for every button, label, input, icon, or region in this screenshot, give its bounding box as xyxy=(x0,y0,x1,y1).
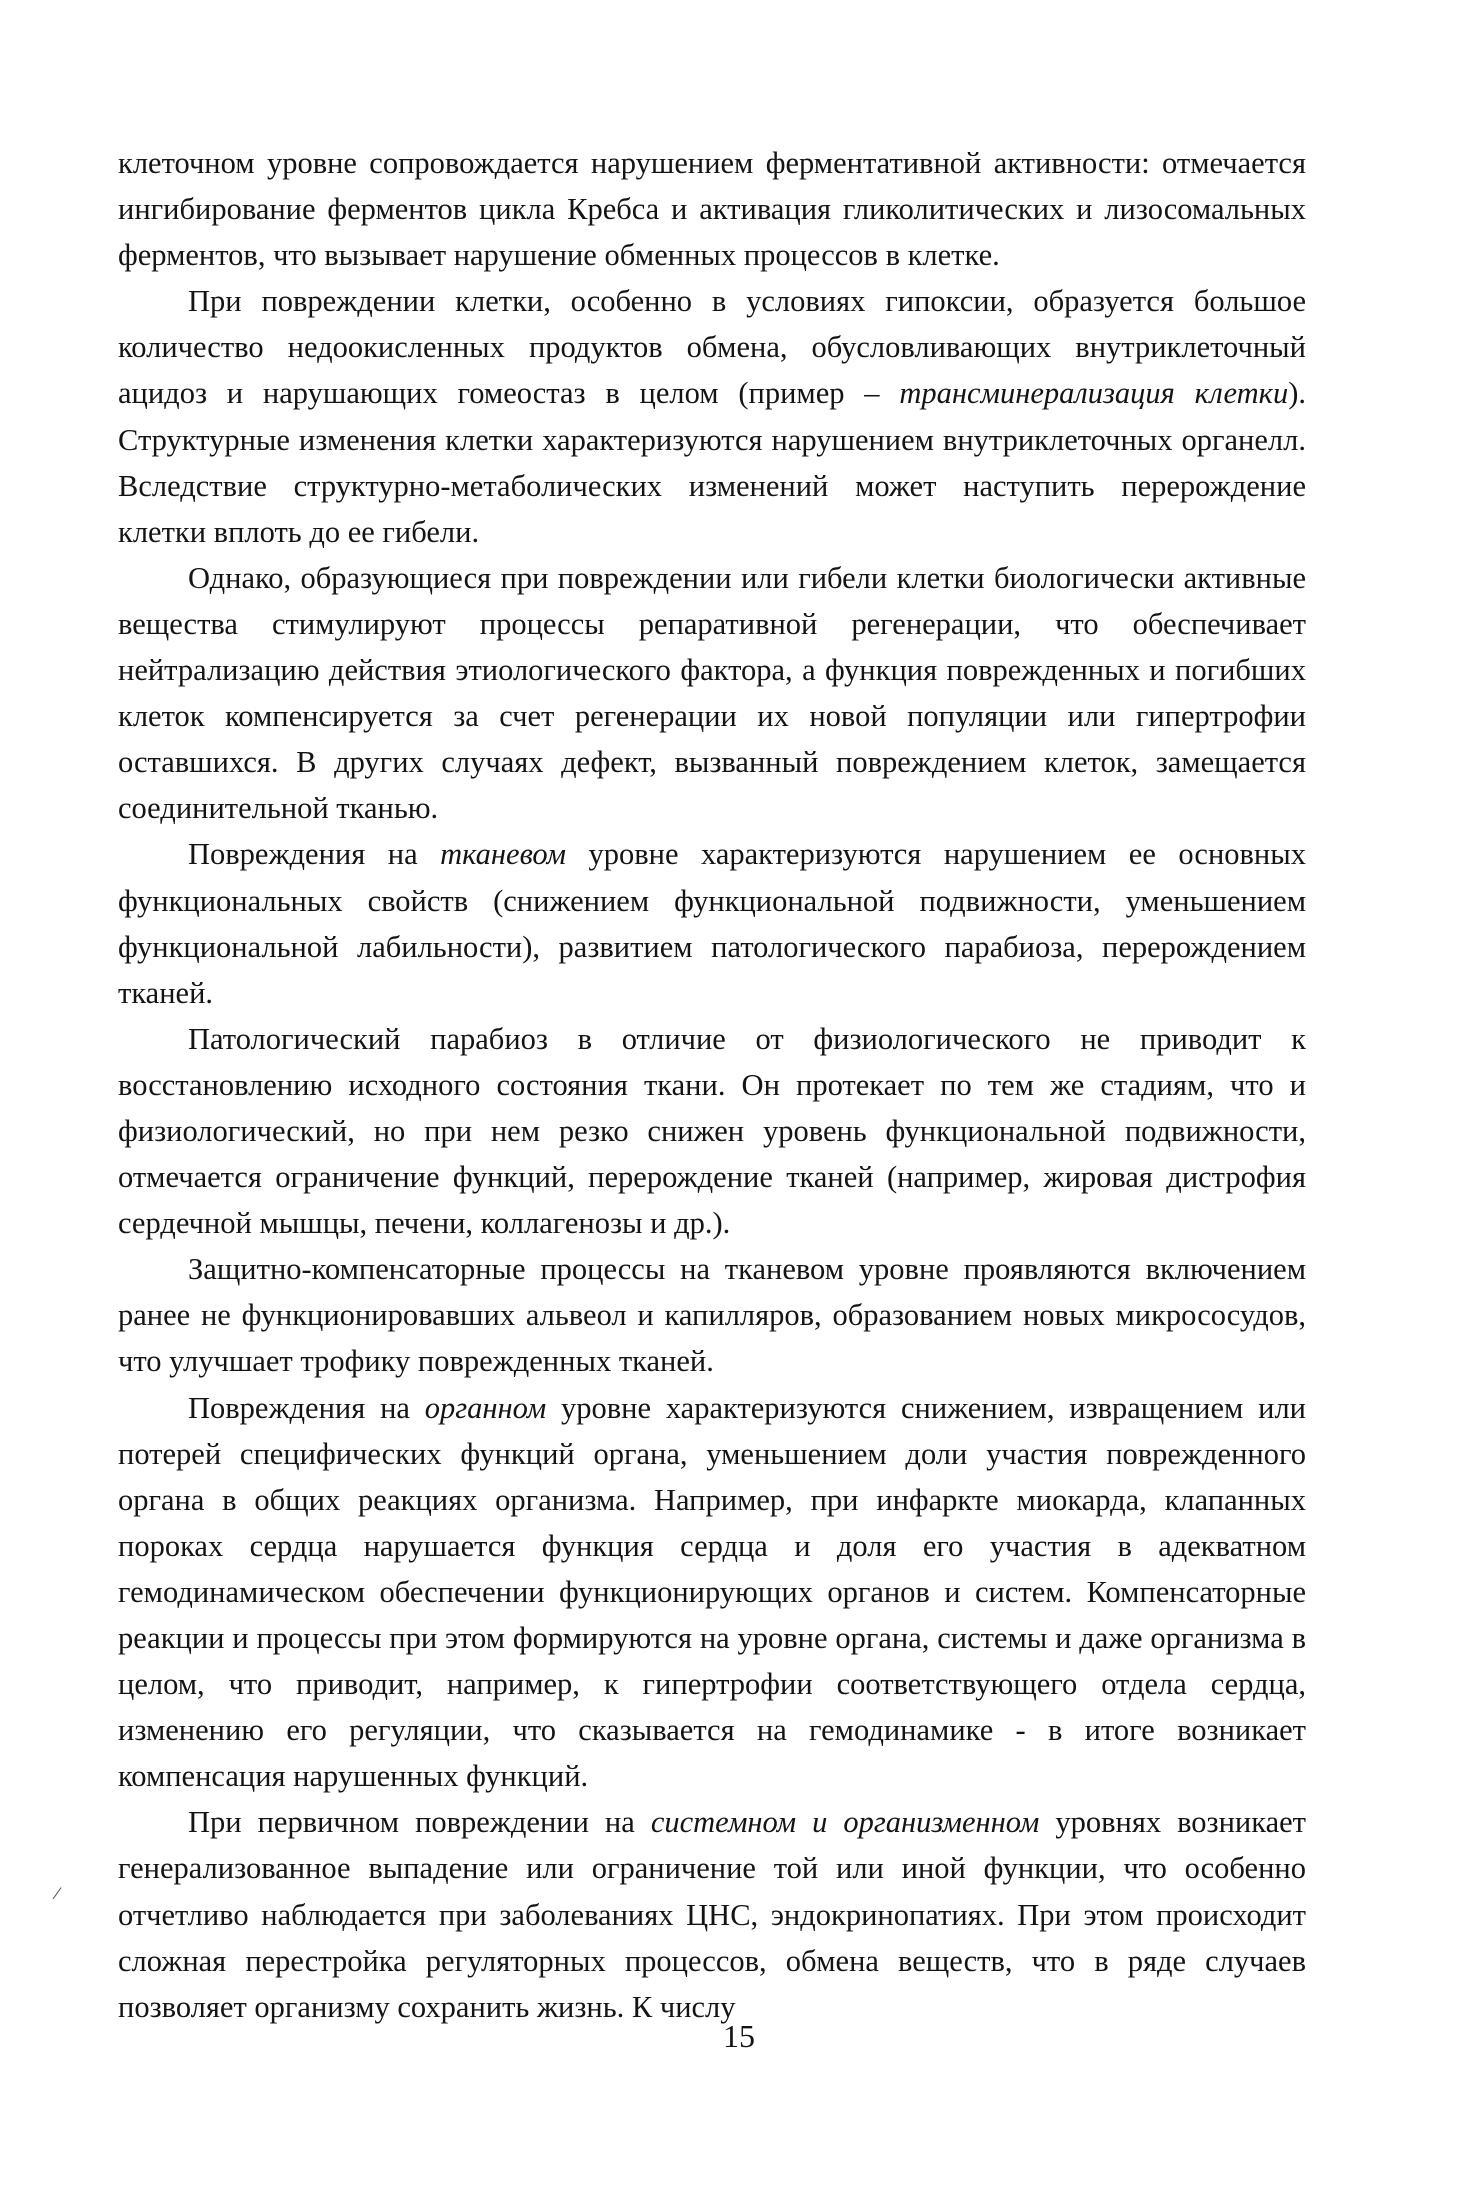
paragraph-text: клеточном уровне сопровождается нарушением ферментативной активности: отмечается ингибирование ферментов цикла Кребса и активация гликолитических и лизосомальных ферментов, что вызывает нарушение обменных процессов в клетке. xyxy=(118,146,1306,273)
paragraph xyxy=(118,1799,1306,2029)
page-body xyxy=(118,140,1306,2030)
page-number: 15 xyxy=(723,2018,755,2054)
paragraph-text: Однако, образующиеся при повреждении или гибели клетки биологически активные вещества стимулируют процессы репаративной регенерации, что обеспечивает нейтрализацию действия этиологического фактора, а функция поврежденных и погибших клеток компенсируется за счет регенерации их новой популяции или гипертрофии оставшихся. В других случаях дефект, вызванный повреждением клеток, замещается соединительной тканью. xyxy=(118,560,1306,826)
italic-term: трансминерализация клетки xyxy=(899,376,1289,411)
paragraph xyxy=(118,140,1306,278)
paragraph-text: При первичном повреждении на xyxy=(188,1805,651,1840)
paragraph xyxy=(118,555,1306,832)
paragraph-text: Защитно-компенсаторные процессы на тканевом уровне проявляются включением ранее не функционировавших альвеол и капилляров, образованием новых микрососудов, что улучшает трофику поврежденных тканей. xyxy=(118,1252,1306,1379)
paragraph-text: ). Структурные изменения клетки характеризуются нарушением внутриклеточных органелл. Вследствие структурно-метаболических изменений может наступить перерождение клетки вплоть до ее гибели. xyxy=(118,376,1306,549)
paragraph xyxy=(118,1246,1306,1384)
paragraph xyxy=(118,1385,1306,1800)
paragraph xyxy=(118,1016,1306,1246)
paragraph-text: Патологический парабиоз в отличие от физиологического не приводит к восстановлению исходного состояния ткани. Он протекает по тем же стадиям, что и физиологический, но при нем резко снижен уровень функциональной подвижности, отмечается ограничение функций, перерождение тканей (например, жировая дистрофия сердечной мышцы, печени, коллагенозы и др.). xyxy=(118,1021,1306,1241)
paragraph-text: При повреждении клетки, особенно в условиях гипоксии, образуется большое количество недоокисленных продуктов обмена, обусловливающих внутриклеточный ацидоз и нарушающих гомеостаз в целом (пример – xyxy=(118,284,1306,411)
italic-term: тканевом xyxy=(440,837,566,872)
paragraph xyxy=(118,278,1306,555)
italic-term: системном и организменном xyxy=(650,1805,1040,1840)
paragraph-text: уровне характеризуются нарушением ее основных функциональных свойств (снижением функциональной подвижности, уменьшением функциональной лабильности), развитием патологического парабиоза, перерождением тканей. xyxy=(118,837,1306,1010)
paragraph-text: Повреждения на xyxy=(188,837,441,872)
stray-pen-mark xyxy=(53,1887,67,1902)
paragraph-text: уровнях возникает генерализованное выпадение или ограничение той или иной функции, что особенно отчетливо наблюдается при заболеваниях ЦНС, эндокринопатиях. При этом происходит сложная перестройка регуляторных процессов, обмена веществ, что в ряде случаев позволяет организму сохранить жизнь. К числу xyxy=(118,1805,1307,2024)
paragraph-text: уровне характеризуются снижением, извращением или потерей специфических функций органа, уменьшением доли участия поврежденного органа в общих реакциях организма. Например, при инфаркте миокарда, клапанных пороках сердца нарушается функция сердца и доля его участия в адекватном гемодинамическом обеспечении функционирующих органов и систем. Компенсаторные реакции и процессы при этом формируются на уровне органа, системы и даже организма в целом, что приводит, например, к гипертрофии соответствующего отдела сердца, изменению его регуляции, что сказывается на гемодинамике - в итоге возникает компенсация нарушенных функций. xyxy=(118,1390,1306,1794)
paragraph-text: Повреждения на xyxy=(188,1390,425,1425)
italic-term: органном xyxy=(424,1390,547,1425)
paragraph xyxy=(118,831,1306,1015)
